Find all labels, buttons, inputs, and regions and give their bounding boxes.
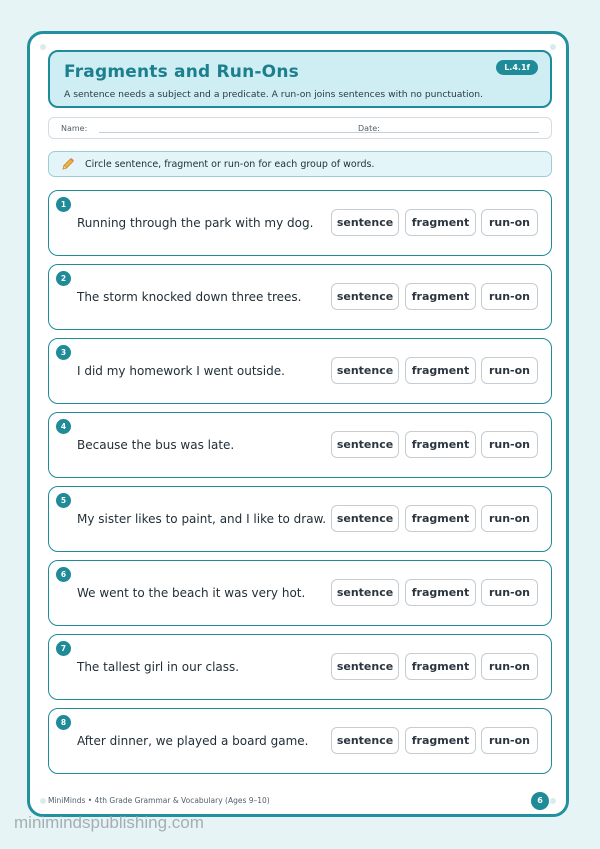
- option-sentence[interactable]: sentence: [331, 579, 399, 606]
- option-run-on[interactable]: run-on: [481, 209, 538, 236]
- date-field[interactable]: [389, 132, 539, 133]
- pencil-icon: [61, 157, 75, 174]
- option-run-on[interactable]: run-on: [481, 431, 538, 458]
- list-item: [48, 190, 552, 256]
- item-number: 7: [56, 641, 71, 656]
- list-item: [48, 634, 552, 700]
- page-number: 6: [531, 792, 549, 810]
- item-sentence: Running through the park with my dog.: [77, 216, 314, 230]
- option-sentence[interactable]: sentence: [331, 727, 399, 754]
- corner-dot: [550, 44, 556, 50]
- option-sentence[interactable]: sentence: [331, 357, 399, 384]
- option-run-on[interactable]: run-on: [481, 505, 538, 532]
- option-fragment[interactable]: fragment: [405, 431, 476, 458]
- footer-text: MiniMinds • 4th Grade Grammar & Vocabulary (Ages 9–10): [48, 796, 270, 805]
- item-sentence: The tallest girl in our class.: [77, 660, 240, 674]
- option-fragment[interactable]: fragment: [405, 727, 476, 754]
- item-sentence: After dinner, we played a board game.: [77, 734, 309, 748]
- option-run-on[interactable]: run-on: [481, 283, 538, 310]
- list-item: [48, 486, 552, 552]
- instructions-box: [48, 151, 552, 177]
- option-fragment[interactable]: fragment: [405, 283, 476, 310]
- item-number: 5: [56, 493, 71, 508]
- name-date-bar: [48, 117, 552, 139]
- item-sentence: We went to the beach it was very hot.: [77, 586, 306, 600]
- item-number: 6: [56, 567, 71, 582]
- worksheet-header: [48, 50, 552, 108]
- option-sentence[interactable]: sentence: [331, 505, 399, 532]
- list-item: [48, 412, 552, 478]
- list-item: [48, 708, 552, 774]
- option-fragment[interactable]: fragment: [405, 209, 476, 236]
- list-item: [48, 264, 552, 330]
- item-sentence: My sister likes to paint, and I like to draw.: [77, 512, 327, 526]
- item-number: 4: [56, 419, 71, 434]
- option-sentence[interactable]: sentence: [331, 209, 399, 236]
- option-fragment[interactable]: fragment: [405, 505, 476, 532]
- option-run-on[interactable]: run-on: [481, 579, 538, 606]
- watermark: minimindspublishing.com: [14, 813, 204, 832]
- option-sentence[interactable]: sentence: [331, 431, 399, 458]
- item-number: 1: [56, 197, 71, 212]
- corner-dot: [550, 798, 556, 804]
- page-title: Fragments and Run-Ons: [64, 62, 299, 82]
- item-number: 2: [56, 271, 71, 286]
- list-item: [48, 338, 552, 404]
- item-sentence: I did my homework I went outside.: [77, 364, 285, 378]
- page-subtitle: A sentence needs a subject and a predicate. A run-on joins sentences with no punctuation.: [64, 89, 483, 100]
- corner-dot: [40, 44, 46, 50]
- option-fragment[interactable]: fragment: [405, 579, 476, 606]
- option-fragment[interactable]: fragment: [405, 357, 476, 384]
- item-number: 3: [56, 345, 71, 360]
- option-fragment[interactable]: fragment: [405, 653, 476, 680]
- option-sentence[interactable]: sentence: [331, 653, 399, 680]
- date-label: Date:: [358, 124, 380, 133]
- corner-dot: [40, 798, 46, 804]
- option-run-on[interactable]: run-on: [481, 727, 538, 754]
- standard-badge: L.4.1f: [496, 60, 538, 75]
- item-number: 8: [56, 715, 71, 730]
- option-run-on[interactable]: run-on: [481, 653, 538, 680]
- list-item: [48, 560, 552, 626]
- option-run-on[interactable]: run-on: [481, 357, 538, 384]
- name-label: Name:: [61, 124, 88, 133]
- option-sentence[interactable]: sentence: [331, 283, 399, 310]
- item-sentence: Because the bus was late.: [77, 438, 235, 452]
- item-sentence: The storm knocked down three trees.: [77, 290, 302, 304]
- instructions-text: Circle sentence, fragment or run-on for each group of words.: [85, 159, 375, 170]
- name-field[interactable]: [99, 132, 389, 133]
